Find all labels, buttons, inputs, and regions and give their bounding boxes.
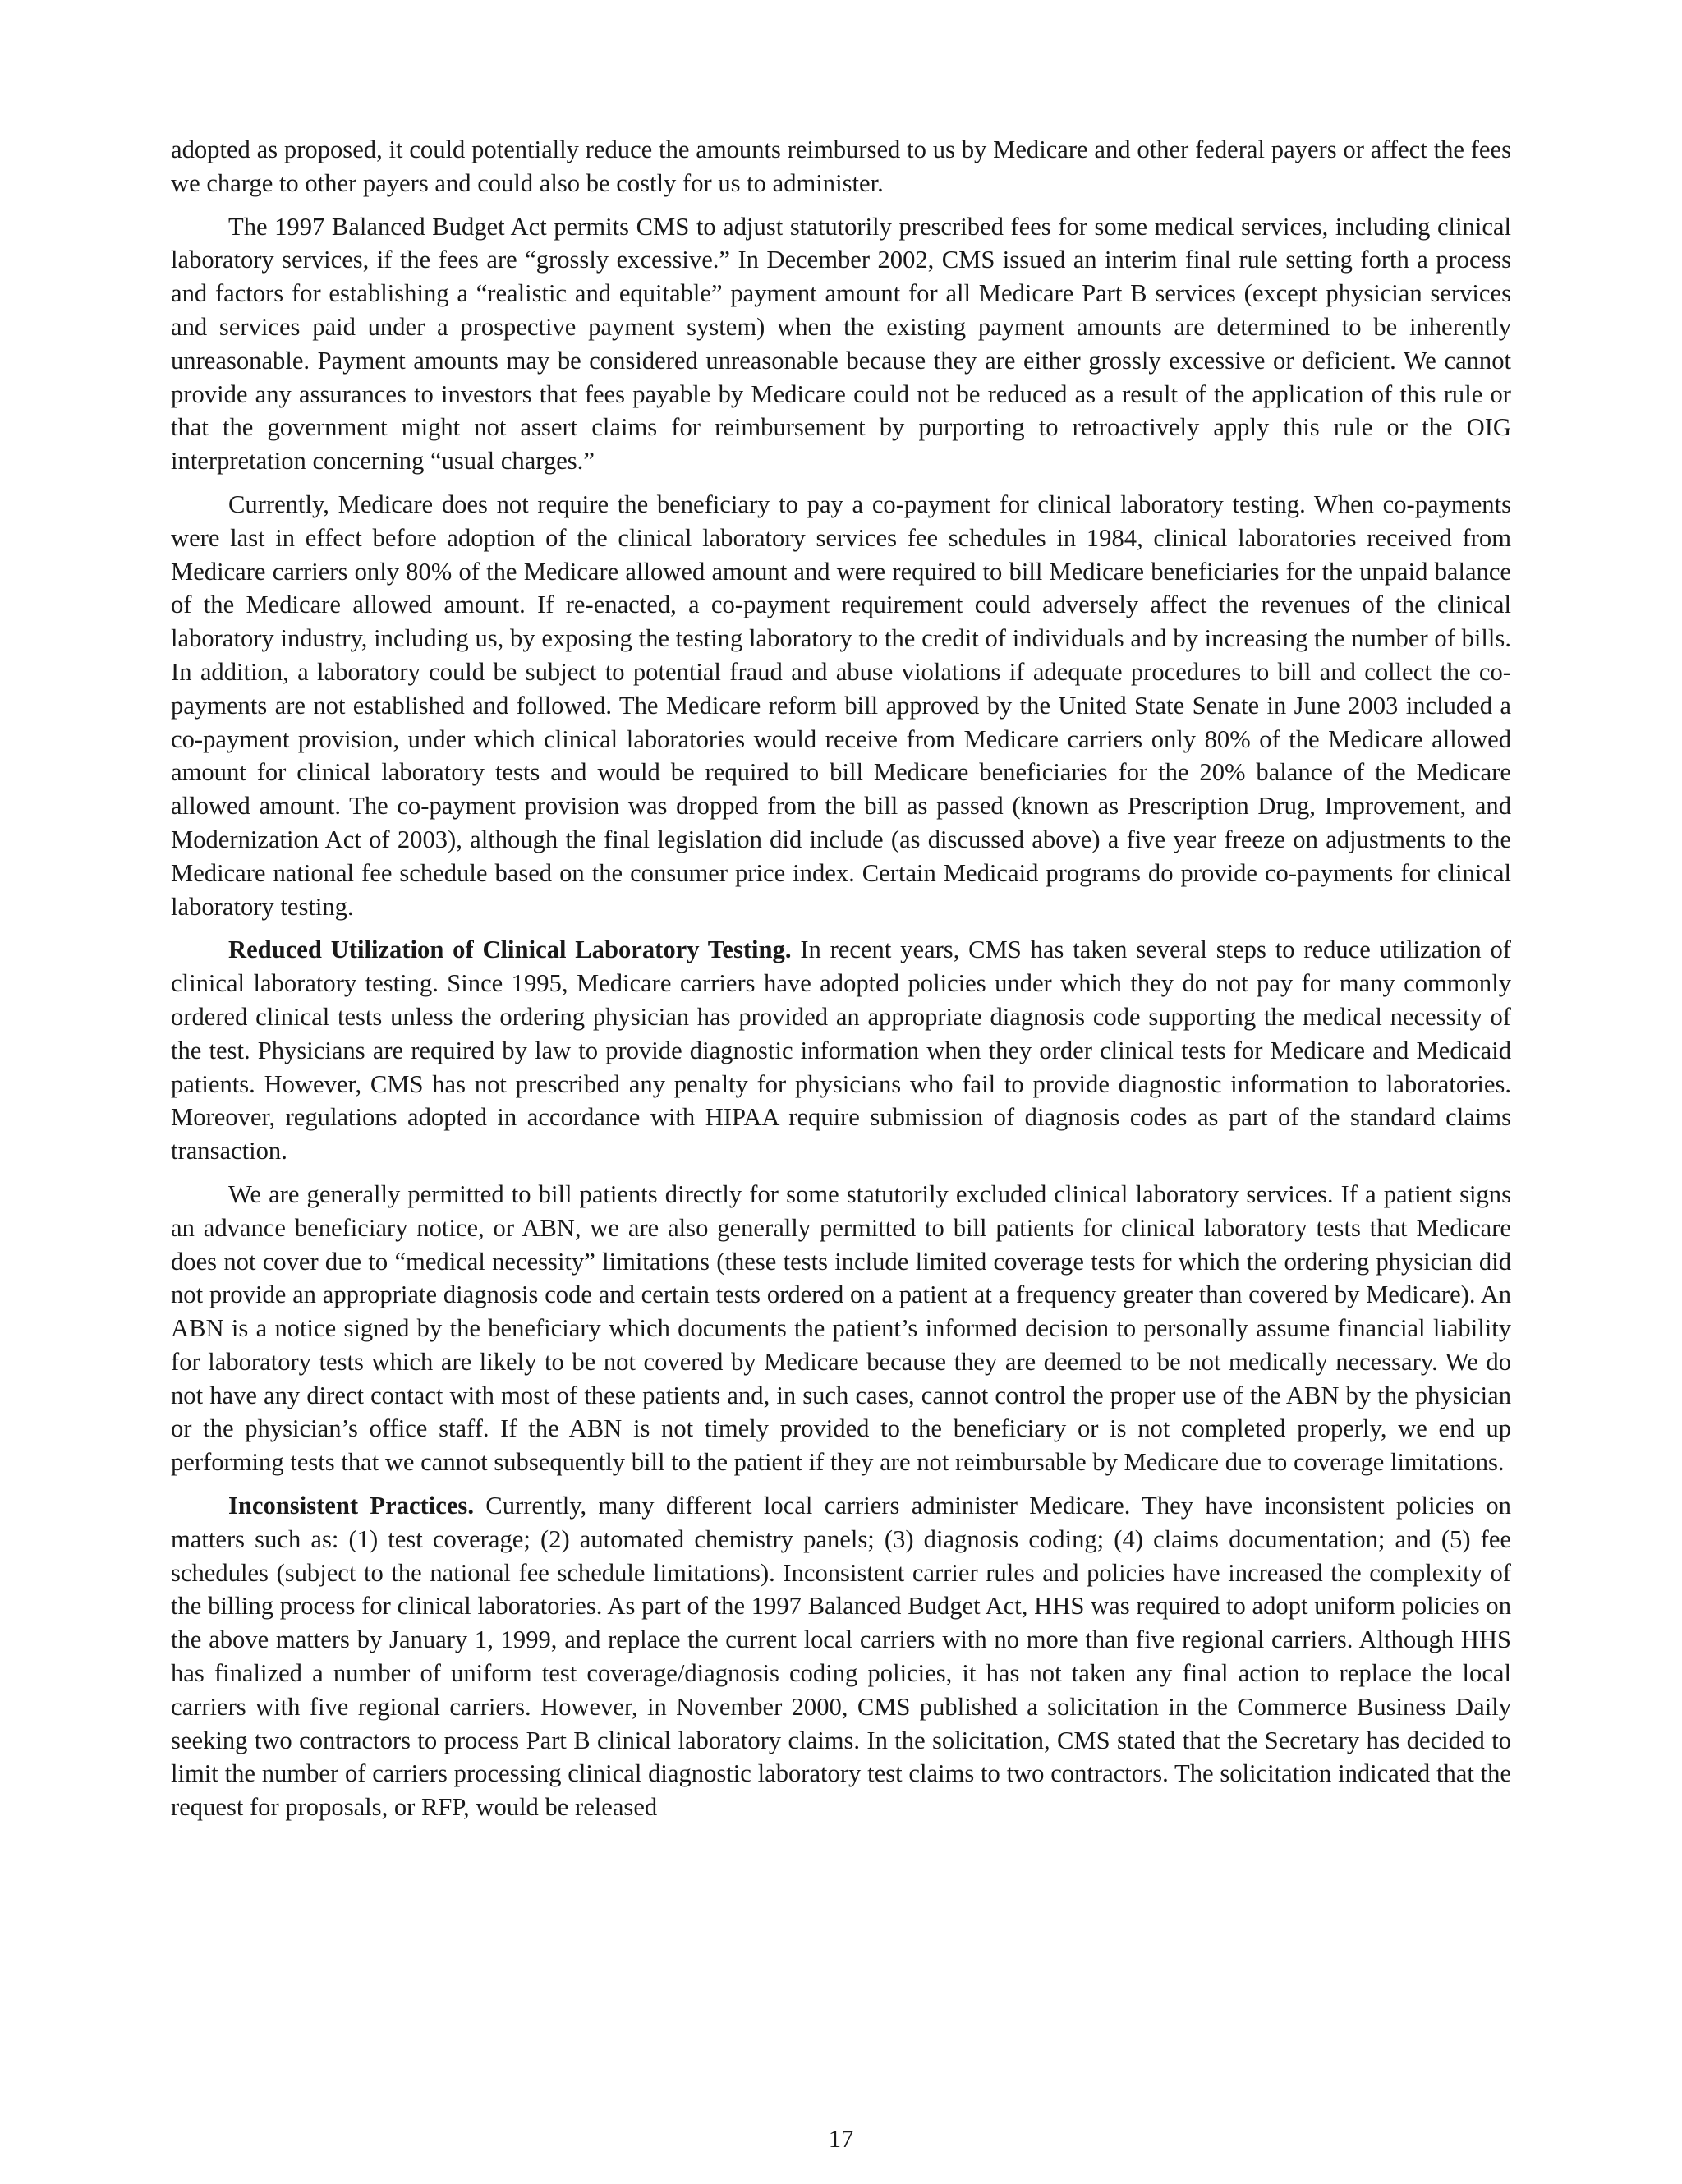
paragraph-text: We are generally permitted to bill patients directly for some statutorily excluded clinical laboratory services. If a patient signs an advance beneficiary notice, or ABN, we are also generally permitted to bill patients for clinical laboratory tests that Medicare does not cover due to “medical necessity” limitations (these tests include limited coverage tests for which the ordering physician did not provide an appropriate diagnosis code and certain tests ordered on a patient at a frequency greater than covered by Medicare). An ABN is a notice signed by the beneficiary which documents the patient’s informed decision to personally assume financial liability for laboratory tests which are likely to be not covered by Medicare because they are deemed to be not medically necessary. We do not have any direct contact with most of these patients and, in such cases, cannot control the proper use of the ABN by the physician or the physician’s office staff. If the ABN is not timely provided to the beneficiary or is not completed properly, we end up performing tests that we cannot subsequently bill to the patient if they are not reimbursable by Medicare due to coverage limitations. — [171, 1179, 1511, 1477]
page-number: 17 — [828, 2125, 854, 2153]
document-body — [171, 133, 1511, 1834]
paragraph-text: Currently, many different local carriers administer Medicare. They have inconsistent policies on matters such as: (1) test coverage; (2) automated chemistry panels; (3) diagnosis coding; (4) claims documentation; and (5) fee schedules (subject to the national fee schedule limitations). Inconsistent carrier rules and policies have increased the complexity of the billing process for clinical laboratories. As part of the 1997 Balanced Budget Act, HHS was required to adopt uniform policies on the above matters by January 1, 1999, and replace the current local carriers with no more than five regional carriers. Although HHS has finalized a number of uniform test coverage/diagnosis coding policies, it has not taken any final action to replace the local carriers with five regional carriers. However, in November 2000, CMS published a solicitation in the Commerce Business Daily seeking two contractors to process Part B clinical laboratory claims. In the solicitation, CMS stated that the Secretary has decided to limit the number of carriers processing clinical diagnostic laboratory test claims to two contractors. The solicitation indicated that the request for proposals, or RFP, would be released — [171, 1492, 1511, 1822]
paragraph-continuation — [171, 133, 1511, 200]
section-heading: Reduced Utilization of Clinical Laboratory Testing. — [228, 936, 792, 964]
paragraph-inconsistent-practices — [171, 1489, 1511, 1824]
paragraph-co-payment — [171, 488, 1511, 923]
paragraph-reduced-utilization — [171, 933, 1511, 1168]
paragraph-text: In recent years, CMS has taken several steps to reduce utilization of clinical laboratory testing. Since 1995, Medicare carriers have adopted policies under which they do not pay for many commonly ordered clinical tests unless the ordering physician has provided an appropriate diagnosis code supporting the medical necessity of the test. Physicians are required by law to provide diagnostic information when they order clinical tests for Medicare and Medicaid patients. However, CMS has not prescribed any penalty for physicians who fail to provide diagnostic information to laboratories. Moreover, regulations adopted in accordance with HIPAA require submission of diagnosis codes as part of the standard claims transaction. — [171, 936, 1511, 1166]
paragraph-abn — [171, 1178, 1511, 1479]
paragraph-text: Currently, Medicare does not require the beneficiary to pay a co-payment for clinical laboratory testing. When co-payments were last in effect before adoption of the clinical laboratory services fee schedules in 1984, clinical laboratories received from Medicare carriers only 80% of the Medicare allowed amount and were required to bill Medicare beneficiaries for the unpaid balance of the Medicare allowed amount. If re-enacted, a co-payment requirement could adversely affect the revenues of the clinical laboratory industry, including us, by exposing the testing laboratory to the credit of individuals and by increasing the number of bills. In addition, a laboratory could be subject to potential fraud and abuse violations if adequate procedures to bill and collect the co-payments are not established and followed. The Medicare reform bill approved by the United State Senate in June 2003 included a co-payment provision, under which clinical laboratories would receive from Medicare carriers only 80% of the Medicare allowed amount for clinical laboratory tests and would be required to bill Medicare beneficiaries for the 20% balance of the Medicare allowed amount. The co-payment provision was dropped from the bill as passed (known as Prescription Drug, Improvement, and Modernization Act of 2003), although the final legislation did include (as discussed above) a five year freeze on adjustments to the Medicare national fee schedule based on the consumer price index. Certain Medicaid programs do provide co-payments for clinical laboratory testing. — [171, 490, 1511, 921]
paragraph-balanced-budget-act — [171, 210, 1511, 478]
paragraph-text: The 1997 Balanced Budget Act permits CMS to adjust statutorily prescribed fees for some medical services, including clinical laboratory services, if the fees are “grossly excessive.” In December 2002, CMS issued an interim final rule setting forth a process and factors for establishing a “realistic and equitable” payment amount for all Medicare Part B services (except physician services and services paid under a prospective payment system) when the existing payment amounts are determined to be inherently unreasonable. Payment amounts may be considered unreasonable because they are either grossly excessive or deficient. We cannot provide any assurances to investors that fees payable by Medicare could not be reduced as a result of the application of this rule or that the government might not assert claims for reimbursement by purporting to retroactively apply this rule or the OIG interpretation concerning “usual charges.” — [171, 212, 1511, 476]
section-heading: Inconsistent Practices. — [228, 1492, 474, 1520]
paragraph-text: adopted as proposed, it could potentially reduce the amounts reimbursed to us by Medicare and other federal payers or affect the fees we charge to other payers and could also be costly for us to administer. — [171, 136, 1511, 197]
